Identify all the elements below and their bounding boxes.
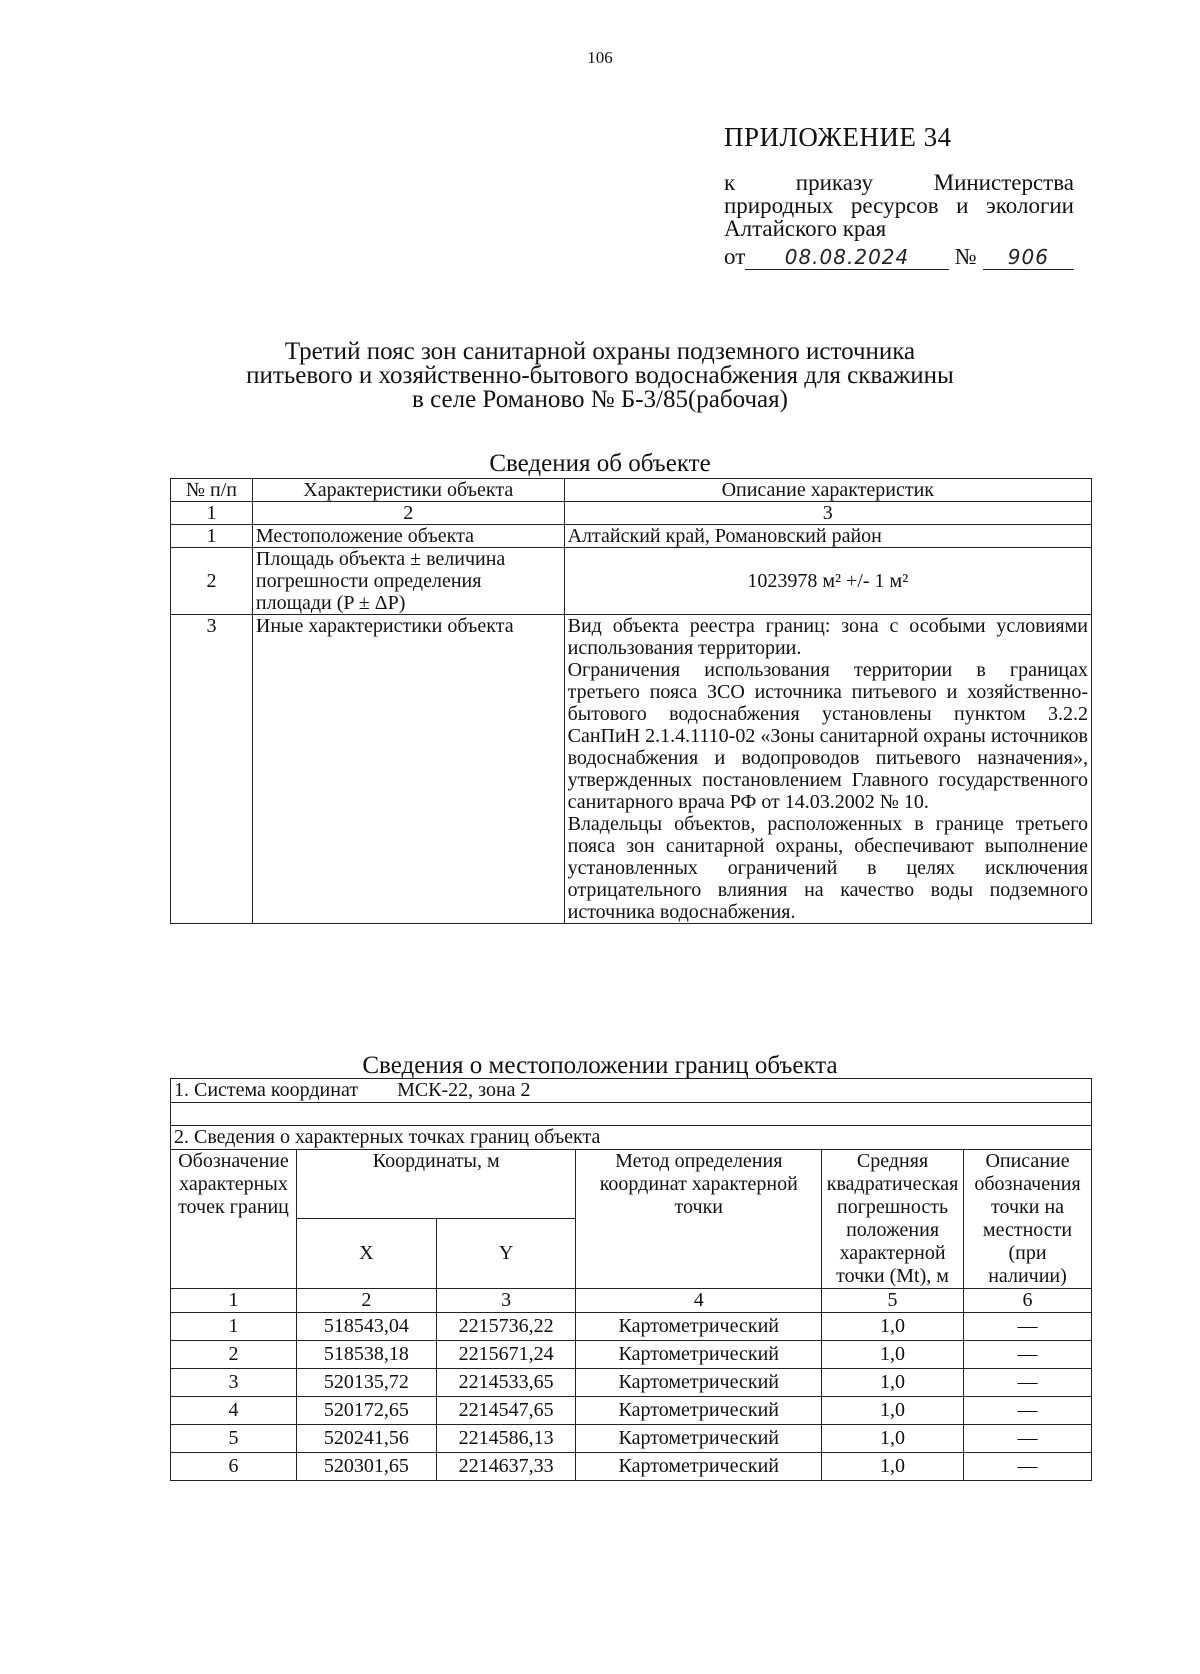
order-line — [724, 244, 1074, 270]
number-prefix: № — [954, 244, 977, 269]
row-name: Местоположение объекта — [252, 525, 564, 548]
point-number: 6 — [171, 1453, 297, 1481]
point-y: 2214637,33 — [436, 1453, 576, 1481]
spacer-cell — [171, 1103, 1092, 1126]
point-mt: 1,0 — [822, 1397, 964, 1425]
row-name: Иные характеристики объекта — [252, 615, 564, 924]
table-row — [171, 525, 1092, 548]
row-value-paragraph: Вид объекта реестра границ: зона с особыми условиями использования территории. — [567, 615, 1088, 659]
table-row — [171, 1397, 1092, 1425]
point-y: 2215736,22 — [436, 1313, 576, 1341]
object-info-table — [170, 478, 1092, 924]
table-row — [171, 1369, 1092, 1397]
header-error: Средняя квадратическая погрешность положения характерной точки (Mt), м — [822, 1150, 964, 1289]
date-prefix: от — [724, 244, 746, 269]
page-number: 106 — [587, 48, 613, 67]
point-y: 2215671,24 — [436, 1341, 576, 1369]
handwritten-date: 08.08.2024 — [745, 245, 948, 270]
table-header-row — [171, 479, 1092, 502]
point-x: 520301,65 — [296, 1453, 436, 1481]
point-description: — — [964, 1397, 1092, 1425]
row-number: 3 — [171, 615, 253, 924]
document-heading — [170, 340, 1030, 412]
heading-line-1: Третий пояс зон санитарной охраны подземного источника — [284, 338, 916, 365]
boundary-index-row — [171, 1289, 1092, 1313]
points-label-row — [171, 1126, 1092, 1150]
index-cell: 4 — [576, 1289, 822, 1313]
point-method: Картометрический — [576, 1453, 822, 1481]
point-x: 520241,56 — [296, 1425, 436, 1453]
point-mt: 1,0 — [822, 1453, 964, 1481]
header-coordinates: Координаты, м — [296, 1150, 576, 1219]
point-y: 2214547,65 — [436, 1397, 576, 1425]
spacer-row — [171, 1103, 1092, 1126]
point-x: 520135,72 — [296, 1369, 436, 1397]
row-value: Алтайский край, Романовский район — [564, 525, 1091, 548]
row-name: Площадь объекта ± величина погрешности определения площади (P ± ΔP) — [252, 548, 564, 615]
appendix-order-text: к приказу Министерства природных ресурсов и экологии Алтайского края — [724, 170, 1074, 241]
point-number: 1 — [171, 1313, 297, 1341]
coord-system-label: 1. Система координат — [174, 1079, 359, 1101]
table-row — [171, 1425, 1092, 1453]
point-method: Картометрический — [576, 1313, 822, 1341]
point-mt: 1,0 — [822, 1425, 964, 1453]
point-mt: 1,0 — [822, 1313, 964, 1341]
point-method: Картометрический — [576, 1425, 822, 1453]
point-method: Картометрический — [576, 1341, 822, 1369]
object-info-title: Сведения об объекте — [489, 450, 711, 477]
table-row — [171, 548, 1092, 615]
heading-line-3: в селе Романово № Б-3/85(рабочая) — [412, 386, 788, 413]
point-method: Картометрический — [576, 1397, 822, 1425]
point-description: — — [964, 1369, 1092, 1397]
heading-line-2: питьевого и хозяйственно-бытового водоснабжения для скважины — [246, 362, 954, 389]
appendix-title: ПРИЛОЖЕНИЕ 34 — [724, 122, 952, 152]
index-cell: 3 — [436, 1289, 576, 1313]
boundary-header-row — [171, 1150, 1092, 1219]
header-description: Описание характеристик — [564, 479, 1091, 502]
row-number: 1 — [171, 525, 253, 548]
header-y: Y — [436, 1219, 576, 1289]
index-cell: 3 — [564, 502, 1091, 525]
table-index-row — [171, 502, 1092, 525]
header-method: Метод определения координат характерной точки — [576, 1150, 822, 1289]
index-cell: 2 — [296, 1289, 436, 1313]
table-row — [171, 1453, 1092, 1481]
index-cell: 2 — [252, 502, 564, 525]
row-value-paragraph: Ограничения использования территории в границах третьего пояса ЗСО источника питьевого и хозяйственно-бытового водоснабжения установлены пунктом 3.2.2 СанПиН 2.1.4.1110-02 «Зоны санитарной охраны источников водоснабжения и водопроводов питьевого назначения», утвержденных постановлением Главного государственного санитарного врача РФ от 14.03.2002 № 10. — [567, 659, 1088, 813]
header-designation: Обозначение характерных точек границ — [171, 1150, 297, 1289]
row-value: 1023978 м² +/- 1 м² — [564, 548, 1091, 615]
coord-system-value: МСК-22, зона 2 — [397, 1079, 531, 1101]
point-method: Картометрический — [576, 1369, 822, 1397]
coord-system-cell — [171, 1079, 1092, 1103]
point-number: 2 — [171, 1341, 297, 1369]
point-y: 2214533,65 — [436, 1369, 576, 1397]
index-cell: 6 — [964, 1289, 1092, 1313]
table-row — [171, 1313, 1092, 1341]
point-number: 5 — [171, 1425, 297, 1453]
index-cell: 5 — [822, 1289, 964, 1313]
point-description: — — [964, 1425, 1092, 1453]
point-x: 518538,18 — [296, 1341, 436, 1369]
point-number: 4 — [171, 1397, 297, 1425]
table-row — [171, 615, 1092, 924]
point-mt: 1,0 — [822, 1341, 964, 1369]
boundary-info-title: Сведения о местоположении границ объекта — [362, 1052, 838, 1079]
index-cell: 1 — [171, 1289, 297, 1313]
point-number: 3 — [171, 1369, 297, 1397]
point-mt: 1,0 — [822, 1369, 964, 1397]
row-value — [564, 615, 1091, 924]
point-description: — — [964, 1453, 1092, 1481]
point-x: 520172,65 — [296, 1397, 436, 1425]
boundary-table — [170, 1078, 1092, 1481]
header-x: X — [296, 1219, 436, 1289]
index-cell: 1 — [171, 502, 253, 525]
points-label-cell: 2. Сведения о характерных точках границ объекта — [171, 1126, 1092, 1150]
row-number: 2 — [171, 548, 253, 615]
header-characteristic: Характеристики объекта — [252, 479, 564, 502]
point-description: — — [964, 1341, 1092, 1369]
header-point-description: Описание обозначения точки на местности (при наличии) — [964, 1150, 1092, 1289]
handwritten-number: 906 — [983, 245, 1074, 270]
appendix-block — [724, 122, 1074, 270]
table-row — [171, 1341, 1092, 1369]
row-value-paragraph: Владельцы объектов, расположенных в границе третьего пояса зон санитарной охраны, обеспечивают выполнение установленных ограничений в целях исключения отрицательного влияния на качество воды подземного источника водоснабжения. — [567, 813, 1088, 923]
coord-system-row — [171, 1079, 1092, 1103]
point-description: — — [964, 1313, 1092, 1341]
point-y: 2214586,13 — [436, 1425, 576, 1453]
point-x: 518543,04 — [296, 1313, 436, 1341]
header-number: № п/п — [171, 479, 253, 502]
